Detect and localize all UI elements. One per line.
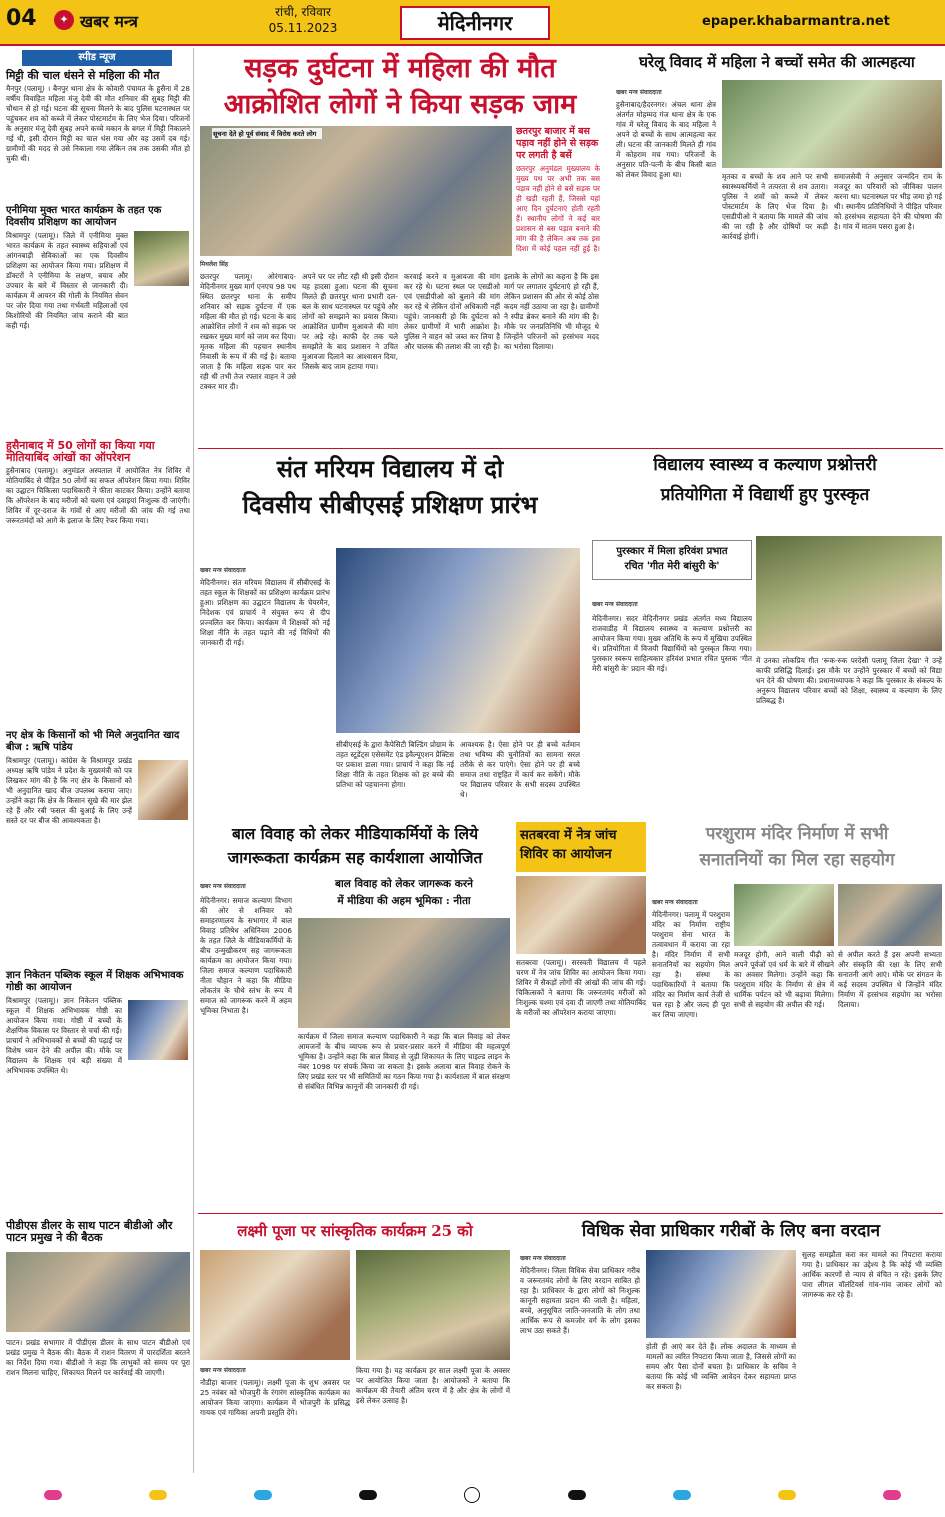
singer-photo xyxy=(356,1250,510,1360)
subhead-box xyxy=(298,876,510,914)
headline: शिविर का आयोजन xyxy=(520,847,612,862)
temple-photo xyxy=(734,884,834,946)
brand-name: खबर मन्त्र xyxy=(80,12,138,31)
story-column: मेदिनीनगर। पलामू में परशुराम मंदिर का निर्माण राष्ट्रीय परशुराम सेना भारत के तत्वावधान में कराया जा रहा है। मंदिर निर्माण में सभी सनातनियों का सहयोग मिल रहा है। संस्था के पदाधिकारियों ने बताया कि मंदिर का निर्माण कार्य तेजी से चल रहा है और जल्द ही पूरा कर लिया जाएगा। xyxy=(652,910,730,1019)
byline: खबर मन्त्र संवाददाता xyxy=(200,567,246,574)
story-column: हुसैनाबाद/हैदरनगर। अंचल थाना क्षेत्र अंतर्गत मोहम्मद गंज थाना क्षेत्र के एक गांव में घरेलू विवाद के बाद महिला ने अपने दो बच्चों के साथ आत्महत्या कर ली। घटना की जानकारी मिलते ही गांव में कोहराम मच गया। परिजनों के अनुसार पति-पत्नी के बीच किसी बात को लेकर विवाद हुआ था। xyxy=(616,100,716,179)
headline: सतबरवा में नेत्र जांच xyxy=(520,828,617,843)
page-number: 04 xyxy=(6,6,37,31)
sidebar-item-title: ज्ञान निकेतन पब्लिक स्कूल में शिक्षक अभिभावक गोष्ठी का आयोजन xyxy=(6,970,184,993)
sidebox-headline: छतरपुर बाजार में बस पड़ाव नहीं होने से सड़क पर लगती है बसें xyxy=(516,126,599,161)
students-photo xyxy=(756,536,942,651)
sidebar-item-body: विश्रामपुर (पलामू)। ज्ञान निकेतन पब्लिक स्कूल में शिक्षक अभिभावक गोष्ठी का आयोजन किया गया। गोष्ठी में बच्चों के शैक्षणिक विकास पर विस्तार से चर्चा की गई। प्राचार्य ने अभिभावकों से बच्चों की पढ़ाई पर विशेष ध्यान देने की अपील की। मौके पर विद्यालय के शिक्षक एवं बड़ी संख्या में अभिभावक उपस्थित थे। xyxy=(6,996,122,1075)
sidebar-item-title: नए क्षेत्र के किसानों को भी मिले अनुदानित खाद बीज : ऋषि पांडेय xyxy=(6,730,180,753)
lamp-lighting-photo xyxy=(336,548,580,733)
author-photo xyxy=(138,760,188,820)
story-column: करवाई करने व मुआवजा की मांग कर रहे थे। घटना स्थल पर एसडीओ एवं एसडीपीओ को बुलाने की मांग कर रहे थे लेकिन दोनों अधिकारी नहीं पहुंचे। जानकारी हो कि दुर्घटना को लेकर ग्रामीणों में भारी आक्रोश है। पुलिस ने वाहन को जब्त कर लिया है और चालक की तलाश की जा रही है। xyxy=(404,272,500,351)
sidebar-item-body: मैनपुर (पलामू) । बैनपुर थाना क्षेत्र के कोवारी पंचायत के हुसैना में 28 वर्षीय विवाहित महिला मंजू देवी की मौत शनिवार की सुबह मिट्टी की चौथान से हो गई। घटना की सूचना मिलने के बाद पुलिस घटनास्थल पर पहुंचकर शव को कब्जे में लेकर पोस्टमार्टम के लिए भेज दिया। परिजनों के अनुसार मंजू देवी सुबह अपने कच्चे मकान के बगल में मिट्टी निकालने गई थी, इसी दौरान मिट्टी का चाल धंस गया और वह उसमें दब गई। ग्रामीणों की मदद से उसे निकाला गया लेकिन तब तक उसकी मौत हो चुकी थी। xyxy=(6,84,190,163)
dateline xyxy=(258,4,348,36)
sidebar-item xyxy=(6,440,190,716)
photo-caption: सूचना देते हो पूर्व संवाद में विरोध करते लोग xyxy=(212,128,322,139)
registration-mark xyxy=(883,1490,901,1500)
legal-camp-photo xyxy=(646,1250,796,1338)
sidebar-item-title: एनीमिया मुक्त भारत कार्यक्रम के तहत एक दिवसीय प्रशिक्षण का आयोजन xyxy=(6,205,162,228)
headline: संत मरियम विद्यालय में दो xyxy=(276,454,504,483)
headline: दिवसीय सीबीएसई प्रशिक्षण प्रारंभ xyxy=(242,490,538,519)
byline: खबर मन्त्र संवाददाता xyxy=(520,1255,566,1262)
sidebar-item-body: पाटन। प्रखंड सभागार में पीडीएस डीलर के साथ पाटन बीडीओ एवं प्रखंड प्रमुख ने बैठक की। बैठक में राशन वितरण में पारदर्शिता बरतने का निर्देश दिया गया। बीडीओ ने कहा कि लाभुकों को समय पर पूरा राशन मिलना चाहिए, शिकायत मिलने पर कार्रवाई की जाएगी। xyxy=(6,1338,190,1377)
headline: जागरूकता कार्यक्रम सह कार्यशाला आयोजित xyxy=(227,848,483,867)
headline: लक्ष्मी पूजा पर सांस्कृतिक कार्यक्रम 25 को xyxy=(237,1222,473,1240)
sidebar-item xyxy=(6,205,190,446)
story-column: सुलह समझौता करा कर मामले का निपटारा कराया गया है। प्राधिकार का उद्देश्य है कि कोई भी व्यक्ति आर्थिक कारणों से न्याय से वंचित न रहे। इसके लिए पारा लीगल वॉलंटियर्स गांव-गांव जाकर लोगों को जागरूक कर रहे हैं। xyxy=(802,1250,942,1299)
byline: खबर मन्त्र संवाददाता xyxy=(200,883,246,890)
sidebar-item-body: विश्रामपुर (पलामू)। कांग्रेस के विश्रामपुर प्रखंड अध्यक्ष ऋषि पांडेय ने प्रदेश के मुख्यमंत्री को पत्र लिखकर मांग की है कि नए क्षेत्र के किसानों को भी अनुदानित खाद बीज उपलब्ध कराया जाए। उन्होंने कहा कि क्षेत्र के किसान सूखे की मार झेल रहे हैं और रबी फसल की बुआई के लिए उन्हें सस्ते दर पर बीज की आवश्यकता है। xyxy=(6,756,132,825)
subhead: रचित 'गीत मेरी बांसुरी के' xyxy=(624,561,720,572)
meeting-photo xyxy=(6,1252,190,1332)
eye-camp-banner xyxy=(516,822,646,872)
speed-news-tag: स्पीड न्यूज xyxy=(22,50,172,66)
headline: प्रतियोगिता में विद्यार्थी हुए पुरस्कृत xyxy=(660,485,870,505)
story-column: होती ही आएं कर देते हैं। लोक अदालत के माध्यम से मामलों का त्वरित निपटारा किया जाता है, जिससे लोगों का समय और पैसा दोनों बचता है। प्राधिकार के सचिव ने बताया कि कोई भी व्यक्ति आवेदन देकर सहायता प्राप्त कर सकता है। xyxy=(646,1342,796,1391)
headline: विधिक सेवा प्राधिकार गरीबों के लिए बना वरदान xyxy=(581,1221,881,1241)
story-column: अपने घर पर लौट रही थी इसी दौरान यह हादसा हुआ। घटना की सूचना मिलते ही छतरपुर थाना प्रभारी दल-बल के साथ घटनास्थल पर पहुंचे और लोगों को समझाने का प्रयास किया। आक्रोशित ग्रामीण मुआवजे की मांग पर अड़े रहे। काफी देर तक चले समझौते के बाद प्रशासन ने उचित मुआवजा दिलाने का आश्वासन दिया, जिसके बाद जाम हटाया गया। xyxy=(302,272,398,371)
sidebox xyxy=(516,126,600,272)
registration-mark xyxy=(568,1490,586,1500)
headline: बाल विवाह को लेकर मीडियाकर्मियों के लिये xyxy=(231,824,479,843)
registration-mark xyxy=(359,1490,377,1500)
story-column: इलाके के लोगों का कहना है कि इस मार्ग पर लगातार दुर्घटनाएं हो रही हैं, लेकिन प्रशासन की ओर से कोई ठोस कदम नहीं उठाया जा रहा है। ग्रामीणों ने स्पीड ब्रेकर बनाने की मांग की है। मौके पर जनप्रतिनिधि भी मौजूद थे जिन्होंने परिजनों को हरसंभव मदद का भरोसा दिलाया। xyxy=(504,272,599,351)
subhead: में मीडिया की अहम भूमिका : नीता xyxy=(337,895,471,907)
registration-mark xyxy=(673,1490,691,1500)
sidebar-item-title: पीडीएस डीलर के साथ पाटन बीडीओ और पाटन प्रमुख ने की बैठक xyxy=(6,1219,173,1244)
registration-mark xyxy=(254,1490,272,1500)
divider xyxy=(198,448,943,449)
story-column: कार्यक्रम में जिला समाज कल्याण पदाधिकारी ने कहा कि बाल विवाह को लेकर आमजनों के बीच व्यापक रूप से प्रचार-प्रसार करने में मीडिया की महत्वपूर्ण भूमिका है। उन्होंने कहा कि बाल विवाह से जुड़ी शिकायत के लिए चाइल्ड लाइन के नंबर 1098 पर संपर्क किया जा सकता है। इसके अलावा बाल विवाह रोकने के लिए प्रखंड स्तर पर भी समितियों का गठन किया गया है। कार्यशाला में बाल संरक्षण से संबंधित विभिन्न कानूनों की जानकारी दी गई। xyxy=(298,1032,510,1091)
eye-camp-photo xyxy=(516,876,646,954)
edition-city: मेदिनीनगर xyxy=(400,6,550,40)
story-column: छतरपुर पलामू। ओरंगाबाद-मेदिनीनगर मुख्य मार्ग एनएच 98 पथ स्थित छतरपुर थाना के समीप शनिवार को सड़क दुर्घटना में एक महिला की मौत हो गई। घटना के बाद आक्रोशित लोगों ने शव को सड़क पर रखकर मुख्य मार्ग को जाम कर दिया। मृतक महिला की पहचान स्थानीय निवासी के रूप में की गई है। बताया जाता है कि महिला सड़क पार कर रही थी तभी तेज रफ्तार वाहन ने उसे टक्कर मार दी। xyxy=(200,272,296,391)
story-column: सतबरवा (पलामू)। सरस्वती विद्यालय में पहले चरण में नेत्र जांच शिविर का आयोजन किया गया। शिविर में सैकड़ों लोगों की आंखों की जांच की गई। चिकित्सकों ने बताया कि जरूरतमंद मरीजों को निःशुल्क चश्मा एवं दवा दी जाएगी तथा मोतियाबिंद के मरीजों का ऑपरेशन कराया जाएगा। xyxy=(516,958,646,1017)
headline: सनातनियों का मिल रहा सहयोग xyxy=(699,850,895,870)
singer-photo xyxy=(200,1250,350,1360)
story-column: मजदूर होगी, आने वाली पीढ़ी को अपने पूर्वजों एवं धर्म के बारे में सीखने का अवसर मिलेगा। उन्होंने कहा कि परशुराम मंदिर के निर्माण से क्षेत्र में धार्मिक पर्यटन को भी बढ़ावा मिलेगा। सभी से सहयोग की अपील की गई। xyxy=(734,950,834,1009)
registration-mark xyxy=(44,1490,62,1500)
subhead: बाल विवाह को लेकर जागरूक करने xyxy=(335,878,473,890)
sidebar-photo xyxy=(134,231,189,286)
story-column: मेदिनीनगर। जिला विधिक सेवा प्राधिकार गरीब व जरूरतमंद लोगों के लिए वरदान साबित हो रहा है। प्राधिकार के द्वारा लोगों को निःशुल्क कानूनी सहायता प्रदान की जाती है। महिला, बच्चे, अनुसूचित जाति-जनजाति के लोग तथा आर्थिक रूप से कमजोर वर्ग के लोग इसका लाभ उठा सकते हैं। xyxy=(520,1266,640,1335)
protest-photo xyxy=(200,126,512,256)
story-column: से अपील करते हैं इस अपनी सभ्यता और संस्कृति की रक्षा के लिए सभी सनातनी आगे आएं। मौके पर संगठन के कई सदस्य उपस्थित थे जिन्होंने मंदिर निर्माण में हरसंभव सहयोग का भरोसा दिलाया। xyxy=(838,950,942,1009)
story-column: सीबीएसई के द्वारा कैपेसिटी बिल्डिंग प्रोग्राम के तहत स्टूडेंट्स एसेसमेंट एंड इवैल्यूएशन प्रैक्टिस पर प्रकाश डाला गया। प्राचार्य ने कहा कि नई शिक्षा नीति के तहत शिक्षक को हर बच्चे की प्रतिभा को पहचानना होगा। xyxy=(336,740,454,789)
sidebar-item-body: विश्रामपुर (पलामू)। जिले में एनीमिया मुक्त भारत कार्यक्रम के तहत स्वास्थ्य सहियाओं एवं आंगनबाड़ी सेविकाओं का एक दिवसीय प्रशिक्षण का आयोजन किया गया। प्रशिक्षण में डॉक्टरों ने एनीमिया के लक्षण, बचाव और उपचार के बारे में विस्तार से जानकारी दी। कार्यक्रम में आयरन की गोली के नियमित सेवन पर जोर दिया गया तथा गर्भवती महिलाओं एवं किशोरियों की नियमित जांच कराने की बात कही गई। xyxy=(6,231,128,330)
story-column: नौडीहा बाजार (पलामू)। लक्ष्मी पूजा के शुभ अवसर पर 25 नवंबर को भोजपुरी के रंगारंग सांस्कृतिक कार्यक्रम का आयोजन किया जाएगा। कार्यक्रम में भोजपुरी के प्रसिद्ध गायक एवं गायिका अपनी प्रस्तुति देंगे। xyxy=(200,1378,350,1417)
divider xyxy=(198,1213,943,1214)
byline: खबर मन्त्र संवाददाता xyxy=(616,89,662,96)
subhead: पुरस्कार में मिला हरिवंश प्रभात xyxy=(616,546,728,557)
byline: मिथलेश सिंह xyxy=(200,261,229,268)
headline: सड़क दुर्घटना में महिला की मौत xyxy=(244,53,556,84)
story-column: मृतका व बच्चों के शव आने पर सभी स्वास्थ्यकर्मियों ने तत्परता से शव उतारा। पुलिस ने शवों को कब्जे में लेकर पोस्टमार्टम के लिए भेज दिया है। एसडीपीओ ने बताया कि मामले की जांच की जा रही है और दोषियों पर कड़ी कार्रवाई होगी। xyxy=(722,172,828,241)
date-city-day: रांची, रविवार xyxy=(275,5,331,19)
sidebox-body: छतरपुर अनुमंडल मुख्यालय के मुख्य पथ पर अभी तक बस पड़ाव नहीं होने से बसें सड़क पर ही खड़ी रहती हैं, जिससे यहां आए दिन दुर्घटनाएं होती रहती हैं। स्थानीय लोगों ने कई बार प्रशासन से बस पड़ाव बनाने की मांग की है लेकिन अब तक इस दिशा में कोई पहल नहीं हुई है। xyxy=(516,164,600,253)
headline: परशुराम मंदिर निर्माण में सभी xyxy=(705,824,889,844)
registration-mark xyxy=(149,1490,167,1500)
headline: घरेलू विवाद में महिला ने बच्चों समेत की आत्महत्या xyxy=(639,53,915,71)
sidebar-item-title: मिट्टी की चाल धंसने से महिला की मौत xyxy=(6,69,160,82)
headline: विद्यालय स्वास्थ्य व कल्याण प्रश्नोत्तरी xyxy=(653,455,877,475)
brand-logo-icon: ✦ xyxy=(54,10,74,30)
print-registration-strip xyxy=(0,1480,945,1510)
byline: खबर मन्त्र संवाददाता xyxy=(652,899,698,906)
sidebar-item-title: हुसैनाबाद में 50 लोगों का किया गया मोतियाबिंद आंखों का ऑपरेशन xyxy=(6,439,155,464)
crowd-photo xyxy=(722,80,942,168)
story-column: मेदिनीनगर। सदर मेदिनीनगर प्रखंड अंतर्गत मध्य विद्यालय राजवाडीह में विद्यालय स्वास्थ्य व कल्याण प्रश्नोत्तरी का आयोजन किया गया। मुख्य अतिथि के रूप में मुखिया उपस्थित थे। प्रतियोगिता में विजयी विद्यार्थियों को पुरस्कृत किया गया। पुरस्कार स्वरूप साहित्यकार हरिवंश प्रभात रचित पुस्तक 'गीत मेरी बांसुरी के' प्रदान की गई। xyxy=(592,614,752,673)
story-column: में उनका लोकप्रिय गीत 'रूक-रुक परदेसी पलामू जिला देखा' ने उन्हें काफी प्रसिद्धि दिलाई। इस मौके पर उन्होंने पुरस्कार में बच्चों को विद्या धन देने की घोषणा की। प्रधानाध्यापक ने कहा कि पुरस्कार के संकल्प के अनुरूप विद्यालय परिवार बच्चों को शिक्षा, स्वास्थ्य व कल्याण के लिए प्रतिबद्ध है। xyxy=(756,656,942,705)
headline: आक्रोशित लोगों ने किया सड़क जाम xyxy=(223,89,577,120)
temple-photo xyxy=(838,884,942,946)
sidebar-item xyxy=(6,730,190,981)
byline: खबर मन्त्र संवाददाता xyxy=(592,601,638,608)
sidebar-item xyxy=(6,1219,190,1377)
date-value: 05.11.2023 xyxy=(268,21,338,35)
story-column: समाजसेवी ने अनुसार जन्मदिन राम के मजदूर का परिवारों को जीविका पालन करना था। घटनास्थल पर भीड़ जमा हो गई थी। स्थानीय प्रतिनिधियों ने पीड़ित परिवार को हरसंभव सहायता देने की घोषणा की है। गांव में मातम पसरा हुआ है। xyxy=(834,172,942,231)
story-column: आवश्यक है। ऐसा होने पर ही बच्चे वर्तमान तथा भविष्य की चुनौतियों का सामना सरल तरीके से कर पाएंगे। ऐसा होने पर ही बच्चे समाज तथा राष्ट्रहित में कार्य कर सकेंगे। मौके पर विद्यालय परिवार के सभी सदस्य उपस्थित थे। xyxy=(460,740,580,799)
byline: खबर मन्त्र संवाददाता xyxy=(200,1367,246,1374)
sidebar-item-body: हुसैनाबाद (पलामू)। अनुमंडल अस्पताल में आयोजित नेत्र शिविर में मोतियाबिंद से पीड़ित 50 लोगों का सफल ऑपरेशन किया गया। शिविर का उद्घाटन चिकित्सा पदाधिकारी ने फीता काटकर किया। उन्होंने बताया कि ऑपरेशन के बाद मरीजों को चश्मा एवं दवाइयां निःशुल्क दी जाएंगी। शिविर में दूर-दराज के गांवों से आए मरीजों की जांच की गई तथा जरूरतमंदों को आगे के इलाज के लिए रेफर किया गया। xyxy=(6,466,190,525)
registration-mark xyxy=(778,1490,796,1500)
epaper-link[interactable]: epaper.khabarmantra.net xyxy=(702,14,890,29)
workshop-photo xyxy=(298,918,510,1028)
sidebar-item xyxy=(6,70,190,202)
subhead-box xyxy=(592,540,752,580)
sidebar-item xyxy=(6,970,190,1226)
sidebar-photo xyxy=(128,1000,188,1060)
story-column: मेदिनीनगर। समाज कल्याण विभाग की ओर से शनिवार को समाहरणालय के सभागार में बाल विवाह प्रतिषेध अधिनियम 2006 के तहत जिले के मीडियाकर्मियों के बीच उन्मुखीकरण सह जागरूकता कार्यक्रम का आयोजन किया गया। जिला समाज कल्याण पदाधिकारी नीता चौहान ने कहा कि मीडिया लोकतंत्र के चौथे स्तंभ के रूप में समाज को जागरूक करने में अहम भूमिका निभाता है। xyxy=(200,896,292,1015)
story-column: किया गया है। यह कार्यक्रम हर साल लक्ष्मी पूजा के अवसर पर आयोजित किया जाता है। आयोजकों ने बताया कि कार्यक्रम की तैयारी अंतिम चरण में है और क्षेत्र के लोगों में इसे लेकर उत्साह है। xyxy=(356,1366,510,1405)
crosshair-icon xyxy=(464,1487,480,1503)
story-column: मेदिनीनगर। संत मरियम विद्यालय में सीबीएसई के तहत स्कूल के शिक्षकों का प्रशिक्षण कार्यक्रम प्रारंभ हुआ। प्रशिक्षण का उद्घाटन विद्यालय के चेयरमैन, निदेशक एवं प्राचार्य ने संयुक्त रूप से दीप प्रज्वलित कर किया। कार्यक्रम में शिक्षकों को नई शिक्षा नीति के तहत पढ़ाने की नई विधियों की जानकारी दी गई। xyxy=(200,578,330,647)
